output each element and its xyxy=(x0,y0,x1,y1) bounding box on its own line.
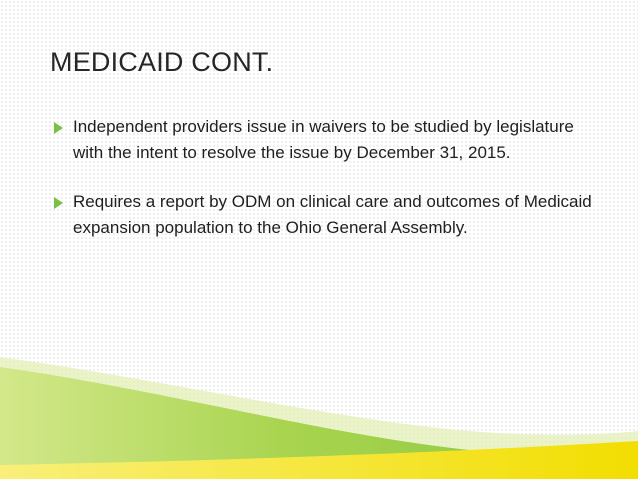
bullet-list xyxy=(52,114,592,264)
triangle-right-icon xyxy=(54,197,63,209)
slide-title: MEDICAID CONT. xyxy=(50,47,274,77)
bullet-text: Requires a report by ODM on clinical care and outcomes of Medicaid expansion population to the Ohio General Assembly. xyxy=(73,192,592,237)
bullet-text: Independent providers issue in waivers to be studied by legislature with the intent to resolve the issue by December 31, 2015. xyxy=(73,117,574,162)
triangle-right-icon xyxy=(54,122,63,134)
bullet-item xyxy=(52,189,592,241)
bullet-item xyxy=(52,114,592,166)
decorative-wave xyxy=(0,349,638,479)
